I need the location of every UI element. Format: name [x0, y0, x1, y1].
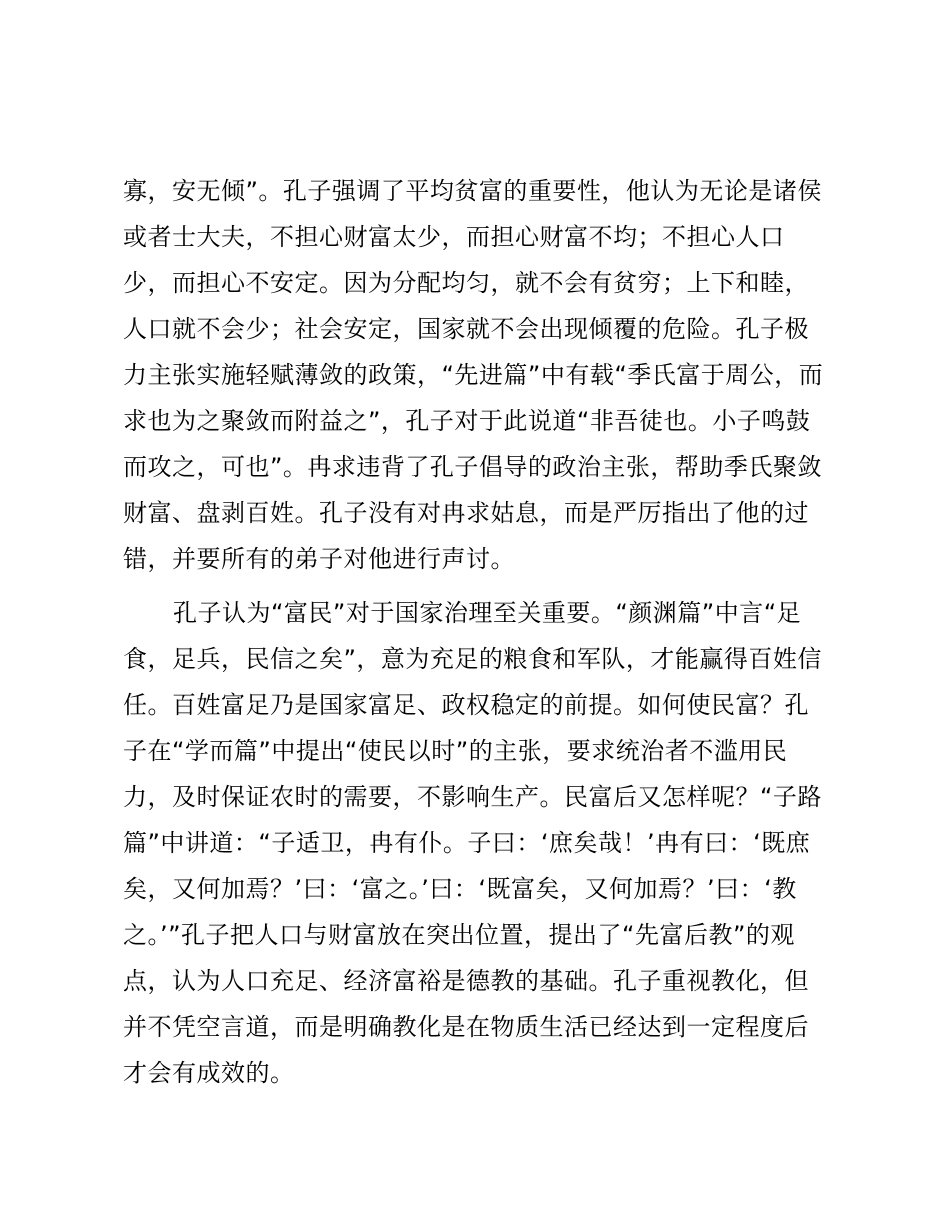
paragraph-1: [123, 168, 843, 582]
text-line: 财富、盘剥百姓。孔子没有对冉求姑息，而是严厉指出了他的过: [123, 499, 809, 527]
text-line: 篇”中讲道：“子适卫，冉有仆。子曰：‘庶矣哉！’冉有曰：‘既庶: [123, 829, 811, 857]
text-line: 或者士大夫，不担心财富太少，而担心财富不均；不担心人口: [123, 223, 785, 251]
text-line: 少，而担心不安定。因为分配均匀，就不会有贫穷；上下和睦，: [123, 269, 809, 297]
text-line: 力主张实施轻赋薄敛的政策，“先进篇”中有载“季氏富于周公，而: [123, 361, 824, 389]
text-line: 寡，安无倾”。孔子强调了平均贫富的重要性，他认为无论是诸侯: [123, 177, 822, 205]
text-line: 孔子认为“富民”对于国家治理至关重要。“颜渊篇”中言“足: [173, 599, 802, 627]
paragraph-gap: [123, 582, 843, 590]
text-line: 任。百姓富足乃是国家富足、政权稳定的前提。如何使民富？孔: [123, 691, 809, 719]
text-line: 之。’”孔子把人口与财富放在突出位置，提出了“先富后教”的观: [123, 921, 795, 949]
text-line: 并不凭空言道，而是明确教化是在物质生活已经达到一定程度后: [123, 1013, 809, 1041]
text-line: 矣，又何加焉？’曰：‘富之。’曰：‘既富矣，又何加焉？’曰：‘教: [123, 875, 797, 903]
text-line: 点，认为人口充足、经济富裕是德教的基础。孔子重视教化，但: [123, 967, 809, 995]
text-line: 求也为之聚敛而附益之”，孔子对于此说道“非吾徒也。小子鸣鼓: [123, 407, 811, 435]
body-text: [123, 168, 843, 1096]
text-line: 错，并要所有的弟子对他进行声讨。: [123, 545, 515, 573]
paragraph-2: [123, 590, 843, 1096]
text-line: 而攻之，可也”。冉求违背了孔子倡导的政治主张，帮助季氏聚敛: [123, 453, 822, 481]
text-line: 才会有成效的。: [123, 1059, 295, 1087]
text-line: 食，足兵，民信之矣”，意为充足的粮食和军队，才能赢得百姓信: [123, 645, 822, 673]
text-line: 力，及时保证农时的需要，不影响生产。民富后又怎样呢？“子路: [123, 783, 822, 811]
text-line: 人口就不会少；社会安定，国家就不会出现倾覆的危险。孔子极: [123, 315, 809, 343]
text-line: 子在“学而篇”中提出“使民以时”的主张，要求统治者不滥用民: [123, 737, 788, 765]
